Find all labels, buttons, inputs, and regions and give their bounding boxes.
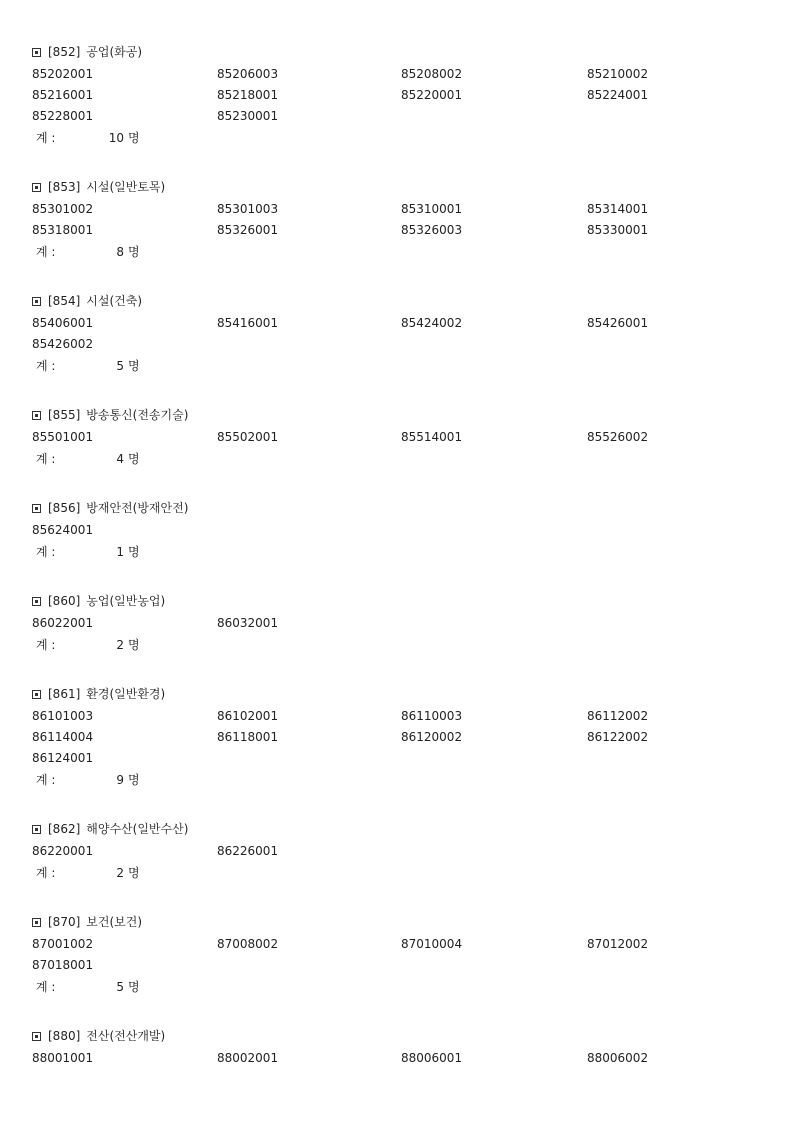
section: [32, 1026, 772, 1069]
total-count: 5: [116, 980, 124, 994]
total-row: [32, 634, 772, 657]
id-grid: [32, 706, 772, 769]
id-cell: 85210002: [587, 67, 649, 81]
section-title: 방재안전(방재안전): [86, 501, 189, 515]
total-unit: 명: [128, 866, 140, 880]
square-bullet-icon: [32, 183, 41, 192]
total-label: 계 :: [36, 359, 56, 373]
id-cell: 87010004: [401, 937, 463, 951]
total-row: [32, 448, 772, 471]
section-header: [32, 405, 772, 425]
section-header: [32, 912, 772, 932]
id-grid: [32, 64, 772, 127]
id-cell: 85218001: [217, 88, 279, 102]
id-cell: 85406001: [32, 316, 94, 330]
id-cell: 85514001: [401, 430, 463, 444]
section-header: [32, 498, 772, 518]
total-unit: 명: [128, 245, 140, 259]
total-label: 계 :: [36, 638, 56, 652]
total-row: [32, 127, 772, 150]
total-label: 계 :: [36, 773, 56, 787]
section-code: [853]: [48, 180, 81, 194]
total-count: 2: [116, 638, 124, 652]
section-header: [32, 42, 772, 62]
id-grid: [32, 427, 772, 448]
total-label: 계 :: [36, 131, 56, 145]
total-row: [32, 976, 772, 999]
total-row: [32, 355, 772, 378]
square-bullet-icon: [32, 297, 41, 306]
total-unit: 명: [128, 773, 140, 787]
section: [32, 912, 772, 999]
id-grid: [32, 520, 772, 541]
total-count: 8: [116, 245, 124, 259]
total-count: 2: [116, 866, 124, 880]
id-cell: 85224001: [587, 88, 649, 102]
id-cell: 85502001: [217, 430, 279, 444]
id-cell: 85228001: [32, 109, 94, 123]
total-count: 5: [116, 359, 124, 373]
section-header: [32, 177, 772, 197]
section: [32, 291, 772, 378]
total-label: 계 :: [36, 245, 56, 259]
total-count: 9: [116, 773, 124, 787]
section: [32, 819, 772, 885]
section-header: [32, 291, 772, 311]
square-bullet-icon: [32, 825, 41, 834]
id-cell: 85424002: [401, 316, 463, 330]
total-row: [32, 862, 772, 885]
total-label: 계 :: [36, 452, 56, 466]
total-label: 계 :: [36, 545, 56, 559]
document-body: [32, 42, 772, 1096]
id-cell: 85202001: [32, 67, 94, 81]
id-grid: [32, 841, 772, 862]
total-unit: 명: [128, 980, 140, 994]
total-unit: 명: [128, 131, 140, 145]
id-cell: 87001002: [32, 937, 94, 951]
id-cell: 85230001: [217, 109, 279, 123]
id-cell: 86114004: [32, 730, 94, 744]
id-cell: 85301003: [217, 202, 279, 216]
id-cell: 85426001: [587, 316, 649, 330]
id-cell: 86124001: [32, 751, 94, 765]
id-cell: 85318001: [32, 223, 94, 237]
id-cell: 87018001: [32, 958, 94, 972]
total-row: [32, 241, 772, 264]
id-cell: 85330001: [587, 223, 649, 237]
id-grid: [32, 313, 772, 355]
total-unit: 명: [128, 545, 140, 559]
id-cell: 85310001: [401, 202, 463, 216]
section-title: 농업(일반농업): [86, 594, 166, 608]
section-code: [854]: [48, 294, 81, 308]
square-bullet-icon: [32, 411, 41, 420]
id-cell: 85301002: [32, 202, 94, 216]
section-title: 공업(화공): [86, 45, 143, 59]
section-code: [856]: [48, 501, 81, 515]
section: [32, 405, 772, 471]
section: [32, 498, 772, 564]
id-cell: 86120002: [401, 730, 463, 744]
square-bullet-icon: [32, 48, 41, 57]
id-cell: 85326001: [217, 223, 279, 237]
id-cell: 85206003: [217, 67, 279, 81]
id-cell: 85426002: [32, 337, 94, 351]
section-header: [32, 819, 772, 839]
section-header: [32, 591, 772, 611]
id-cell: 87012002: [587, 937, 649, 951]
id-cell: 86226001: [217, 844, 279, 858]
total-count: 4: [116, 452, 124, 466]
id-grid: [32, 934, 772, 976]
section: [32, 591, 772, 657]
total-row: [32, 541, 772, 564]
id-cell: 88002001: [217, 1051, 279, 1065]
id-grid: [32, 1048, 772, 1069]
id-cell: 85220001: [401, 88, 463, 102]
section-code: [870]: [48, 915, 81, 929]
section: [32, 177, 772, 264]
section-title: 시설(일반토목): [86, 180, 166, 194]
total-unit: 명: [128, 452, 140, 466]
id-cell: 86102001: [217, 709, 279, 723]
section-title: 보건(보건): [86, 915, 143, 929]
total-label: 계 :: [36, 866, 56, 880]
section-header: [32, 1026, 772, 1046]
section-code: [855]: [48, 408, 81, 422]
id-cell: 87008002: [217, 937, 279, 951]
id-cell: 86110003: [401, 709, 463, 723]
square-bullet-icon: [32, 504, 41, 513]
id-cell: 85208002: [401, 67, 463, 81]
id-cell: 86032001: [217, 616, 279, 630]
id-cell: 86112002: [587, 709, 649, 723]
total-unit: 명: [128, 638, 140, 652]
square-bullet-icon: [32, 918, 41, 927]
section-code: [852]: [48, 45, 81, 59]
section: [32, 684, 772, 792]
square-bullet-icon: [32, 1032, 41, 1041]
id-cell: 88006002: [587, 1051, 649, 1065]
id-cell: 85314001: [587, 202, 649, 216]
total-label: 계 :: [36, 980, 56, 994]
id-cell: 85526002: [587, 430, 649, 444]
id-cell: 85624001: [32, 523, 94, 537]
id-cell: 86122002: [587, 730, 649, 744]
total-row: [32, 769, 772, 792]
total-unit: 명: [128, 359, 140, 373]
section-code: [860]: [48, 594, 81, 608]
section-code: [862]: [48, 822, 81, 836]
section-code: [861]: [48, 687, 81, 701]
section-title: 해양수산(일반수산): [86, 822, 189, 836]
total-count: 1: [116, 545, 124, 559]
section-title: 전산(전산개발): [86, 1029, 166, 1043]
section: [32, 42, 772, 150]
id-grid: [32, 199, 772, 241]
section-code: [880]: [48, 1029, 81, 1043]
total-count: 10: [108, 131, 124, 145]
id-grid: [32, 613, 772, 634]
id-cell: 85216001: [32, 88, 94, 102]
square-bullet-icon: [32, 597, 41, 606]
square-bullet-icon: [32, 690, 41, 699]
id-cell: 85501001: [32, 430, 94, 444]
section-title: 방송통신(전송기술): [86, 408, 189, 422]
id-cell: 88001001: [32, 1051, 94, 1065]
id-cell: 85416001: [217, 316, 279, 330]
id-cell: 86220001: [32, 844, 94, 858]
section-title: 환경(일반환경): [86, 687, 166, 701]
section-title: 시설(건축): [86, 294, 143, 308]
id-cell: 88006001: [401, 1051, 463, 1065]
section-header: [32, 684, 772, 704]
id-cell: 85326003: [401, 223, 463, 237]
id-cell: 86022001: [32, 616, 94, 630]
id-cell: 86101003: [32, 709, 94, 723]
id-cell: 86118001: [217, 730, 279, 744]
